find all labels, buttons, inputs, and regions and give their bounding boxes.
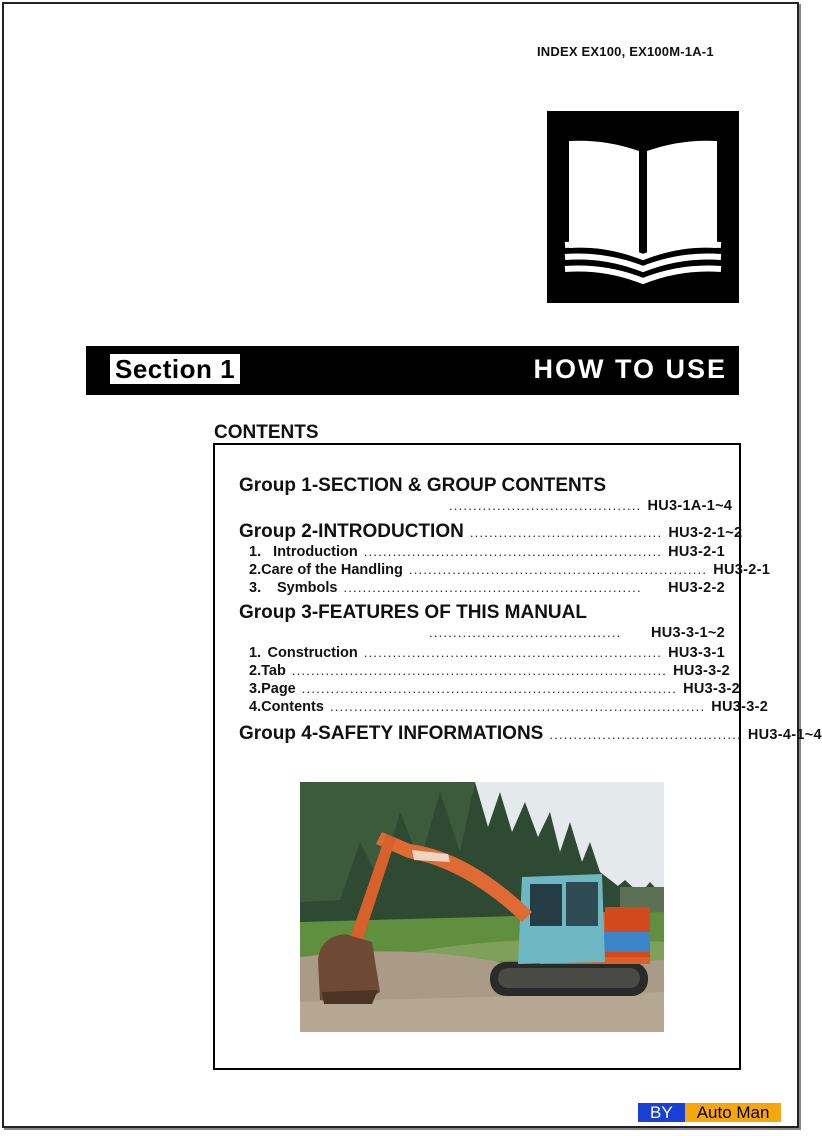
toc-page-ref: HU3-3-2: [673, 663, 731, 679]
toc-item-number: 2.: [249, 663, 262, 679]
toc-page-ref: HU3-2-1: [668, 544, 725, 560]
toc-group-label: Group 4-SAFETY INFORMATIONS: [239, 723, 544, 744]
toc-item-number: 1.: [249, 645, 262, 661]
toc-item-label: Tab: [261, 663, 286, 679]
toc-page-ref: HU3-1A-1~4: [647, 498, 733, 514]
toc-page-ref: HU3-3-1: [668, 645, 725, 661]
badge-by: BY: [638, 1103, 685, 1122]
badge-name: Auto Man: [685, 1103, 782, 1122]
toc-item[interactable]: [249, 544, 725, 560]
toc-item-number: 3.: [249, 580, 262, 596]
toc-page-ref: HU3-3-2: [711, 699, 769, 715]
toc-leader-dots: ........................................: [449, 498, 642, 513]
toc-leader-dots: ..............................................................................: [301, 681, 678, 696]
section-label: Section 1: [110, 354, 240, 384]
toc-group-3-title[interactable]: [239, 602, 587, 624]
toc-item[interactable]: [249, 562, 771, 578]
toc-group-label: Group 2-INTRODUCTION: [239, 521, 464, 542]
toc-page-ref: HU3-2-1~2: [668, 525, 743, 541]
manual-page: [2, 2, 822, 1128]
toc-group-1-title[interactable]: [239, 475, 606, 497]
toc-item-number: 3.: [249, 681, 262, 697]
toc-page-ref: HU3-2-1: [713, 562, 771, 578]
toc-item[interactable]: [249, 645, 725, 661]
toc-item-number: 1.: [249, 544, 262, 560]
toc-item-label: Introduction: [273, 544, 358, 560]
index-reference: INDEX EX100, EX100M-1A-1: [537, 44, 714, 59]
book-icon: [547, 111, 739, 303]
toc-item-label: Contents: [261, 699, 324, 715]
toc-leader-dots: ..............................................................: [343, 580, 642, 595]
toc-item[interactable]: [249, 681, 740, 697]
toc-group-label: Group 1-SECTION & GROUP CONTENTS: [239, 475, 607, 496]
watermark-badge: [638, 1103, 781, 1122]
toc-leader-dots: ..............................................................: [363, 544, 663, 559]
section-banner: [86, 346, 739, 395]
toc-item[interactable]: [249, 580, 725, 596]
toc-leader-dots: ..............................................................: [408, 562, 708, 577]
excavator-photo: [300, 782, 664, 1032]
toc-group-label: Group 3-FEATURES OF THIS MANUAL: [239, 602, 587, 623]
contents-heading: CONTENTS: [214, 422, 319, 443]
toc-item[interactable]: [249, 699, 769, 715]
toc-item-label: Care of the Handling: [261, 562, 403, 578]
toc-group-3-page-line[interactable]: [423, 625, 725, 641]
toc-item-number: 2.: [249, 562, 262, 578]
toc-group-1-page-line[interactable]: [443, 498, 733, 514]
toc-page-ref: HU3-2-2: [668, 580, 725, 596]
toc-leader-dots: ........................................: [429, 625, 622, 640]
toc-group-2[interactable]: [239, 521, 743, 543]
toc-page-ref: HU3-4-1~4: [747, 727, 822, 743]
toc-leader-dots: ........................................: [469, 525, 663, 540]
toc-page-ref: HU3-3-1~2: [650, 625, 725, 641]
toc-item-label: Construction: [267, 645, 358, 661]
toc-leader-dots: ........................................: [549, 727, 742, 742]
toc-item-number: 4.: [249, 699, 262, 715]
toc-leader-dots: ..............................................................: [363, 645, 663, 660]
toc-page-ref: HU3-3-2: [683, 681, 740, 697]
toc-item-label: Page: [261, 681, 296, 697]
toc-group-4[interactable]: [239, 723, 822, 745]
section-title: HOW TO USE: [533, 354, 727, 384]
toc-item-label: Symbols: [277, 580, 338, 596]
contents-box: [213, 443, 822, 1070]
toc-leader-dots: ..............................................................................: [329, 699, 706, 714]
toc-leader-dots: ..............................................................................: [291, 663, 668, 678]
toc-item[interactable]: [249, 663, 731, 679]
